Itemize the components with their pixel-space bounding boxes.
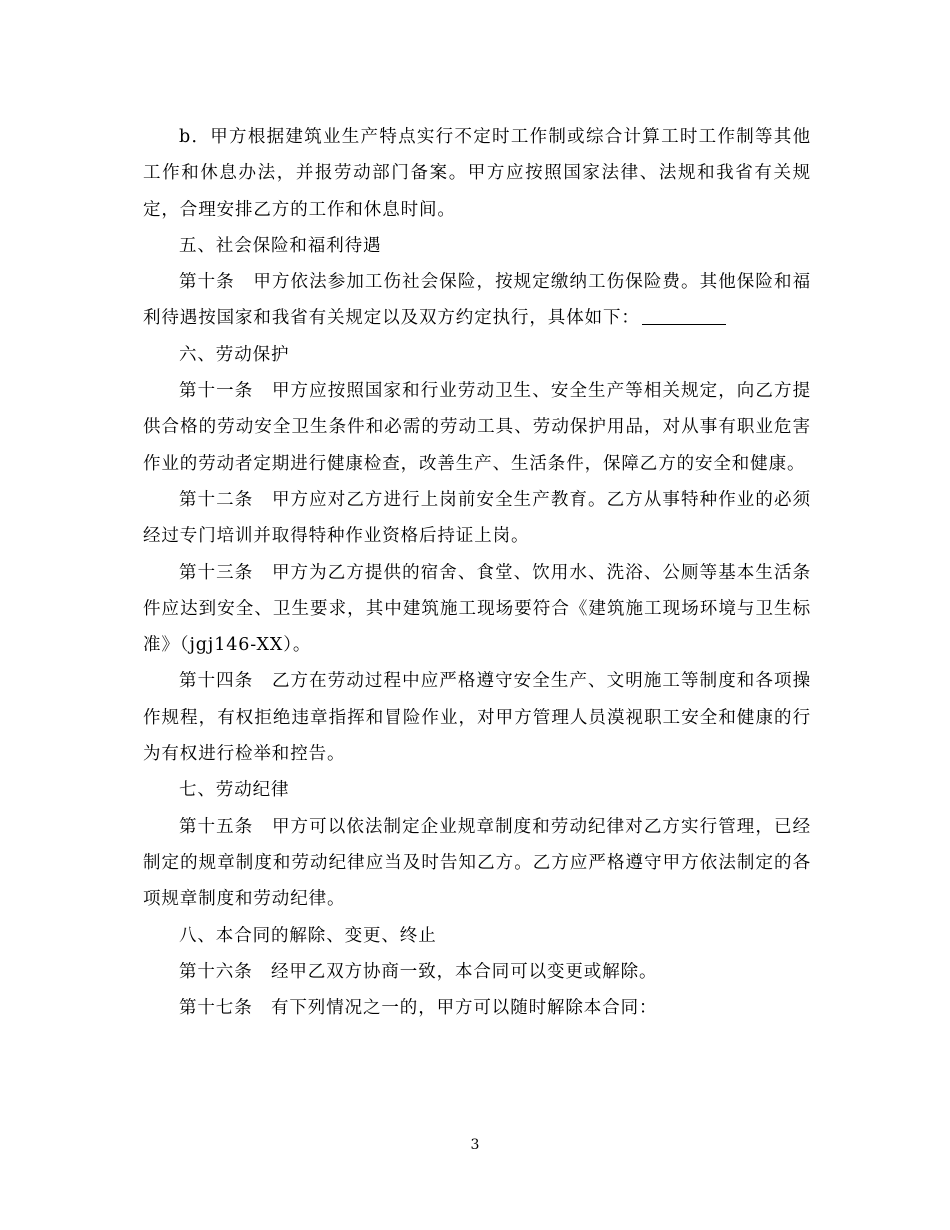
section-heading-termination: 八、本合同的解除、变更、终止 xyxy=(179,925,437,946)
section-heading-social-insurance: 五、社会保险和福利待遇 xyxy=(179,235,382,256)
paragraph-b-work-rest: b．甲方根据建筑业生产特点实行不定时工作制或综合计算工时工作制等其他工作和休息办法，并报劳动部门备案。甲方应按照国家法律、法规和我省有关规定，合理安排乙方的工作和休息时间。 xyxy=(143,127,811,220)
article-15: 第十五条 甲方可以依法制定企业规章制度和劳动纪律对乙方实行管理，已经制定的规章制度和劳动纪律应当及时告知乙方。乙方应严格遵守甲方依法制定的各项规章制度和劳动纪律。 xyxy=(143,816,811,910)
document-body xyxy=(143,119,811,1026)
article-16: 第十六条 经甲乙双方协商一致，本合同可以变更或解除。 xyxy=(179,961,658,982)
section-heading-labor-protection: 六、劳动保护 xyxy=(179,344,290,365)
article-10-text: 第十条 甲方依法参加工伤社会保险，按规定缴纳工伤保险费。其他保险和福利待遇按国家和我省有关规定以及双方约定执行，具体如下： xyxy=(143,272,811,329)
page-number: 3 xyxy=(470,1137,480,1153)
article-10 xyxy=(143,264,811,337)
article-14: 第十四条 乙方在劳动过程中应严格遵守安全生产、文明施工等制度和各项操作规程，有权拒绝违章指挥和冒险作业，对甲方管理人员漠视职工安全和健康的行为有权进行检举和控告。 xyxy=(143,671,811,765)
section-heading-labor-discipline: 七、劳动纪律 xyxy=(179,780,290,801)
article-12: 第十二条 甲方应对乙方进行上岗前安全生产教育。乙方从事特种作业的必须经过专门培训并取得特种作业资格后持证上岗。 xyxy=(143,489,811,547)
fill-in-blank xyxy=(642,306,726,325)
article-17: 第十七条 有下列情况之一的，甲方可以随时解除本合同： xyxy=(179,998,658,1019)
article-11: 第十一条 甲方应按照国家和行业劳动卫生、安全生产等相关规定，向乙方提供合格的劳动安全卫生条件和必需的劳动工具、劳动保护用品，对从事有职业危害作业的劳动者定期进行健康检查，改善生产、生活条件，保障乙方的安全和健康。 xyxy=(143,381,811,474)
article-13: 第十三条 甲方为乙方提供的宿舍、食堂、饮用水、洗浴、公厕等基本生活条件应达到安全、卫生要求，其中建筑施工现场要符合《建筑施工现场环境与卫生标准》（jgj146-XX）。 xyxy=(143,562,811,656)
